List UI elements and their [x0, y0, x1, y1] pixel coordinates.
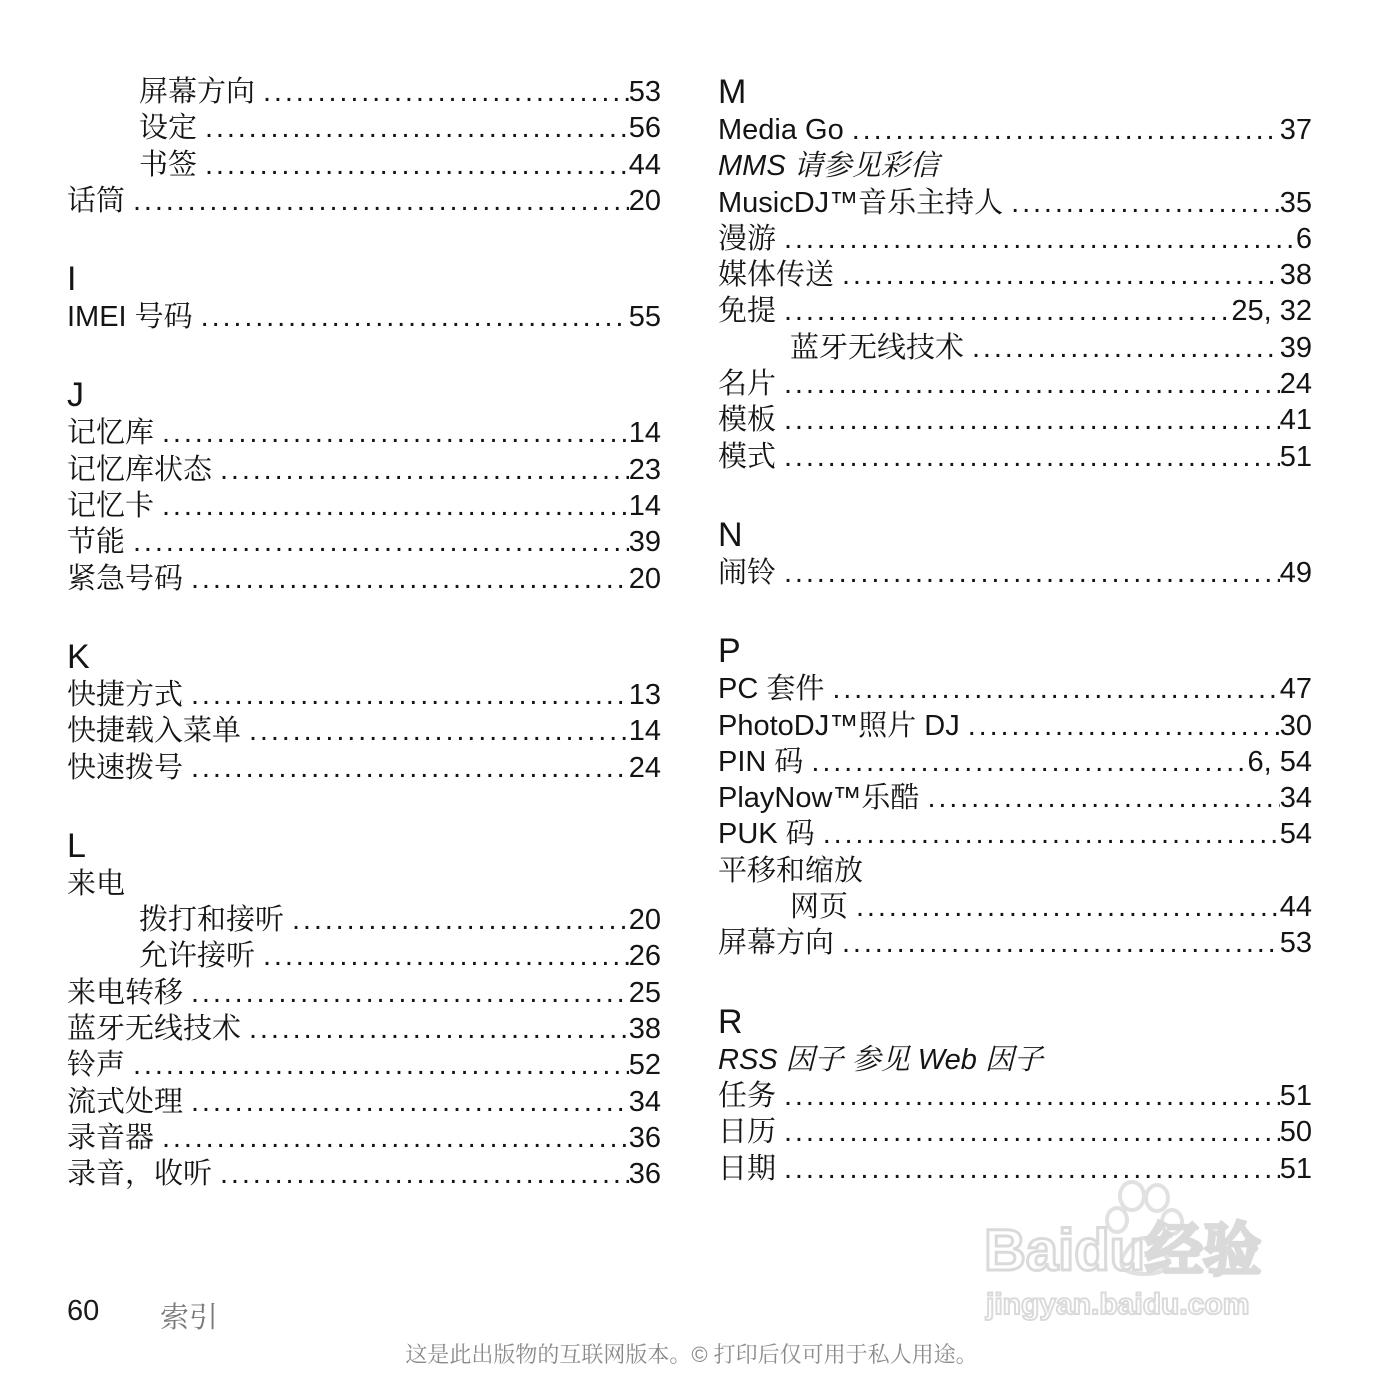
dot-leader	[249, 713, 629, 749]
section-letter-heading: L	[67, 826, 86, 865]
index-entry	[718, 671, 1312, 707]
entry-page-number: 37	[1279, 114, 1312, 146]
entry-label: PIN 码	[718, 745, 804, 778]
section-letter-heading: M	[718, 73, 747, 111]
entry-label: MusicDJ™音乐主持人	[718, 186, 1004, 219]
entry-page-number: 44	[1279, 891, 1312, 924]
index-entry	[67, 1011, 661, 1047]
entry-label: PC 套件	[718, 673, 825, 706]
page-number: 60	[67, 1295, 100, 1327]
index-subentry	[67, 147, 661, 183]
entry-page-number: 20	[628, 904, 661, 937]
index-entry	[67, 183, 661, 219]
dot-leader	[832, 671, 1279, 707]
entry-label: 名片	[718, 368, 777, 401]
index-entry	[718, 366, 1312, 402]
index-subentry	[718, 889, 1312, 925]
dot-leader	[205, 110, 629, 146]
entry-label: 来电	[67, 867, 126, 900]
index-entry	[67, 524, 661, 560]
entry-page-number: 52	[628, 1049, 661, 1082]
index-entry	[718, 221, 1312, 257]
index-entry	[718, 744, 1312, 780]
dot-leader	[191, 1084, 629, 1120]
index-entry	[67, 1084, 661, 1120]
dot-leader	[162, 488, 629, 524]
index-entry	[718, 1078, 1312, 1114]
entry-label: 书签	[139, 148, 198, 181]
section-letter-heading: I	[67, 260, 77, 299]
dot-leader	[133, 524, 629, 560]
dot-leader	[133, 183, 629, 219]
dot-leader	[784, 293, 1231, 329]
index-entry	[67, 750, 661, 786]
dot-leader	[972, 330, 1280, 366]
entry-page-number: 56	[628, 112, 661, 145]
index-section	[67, 72, 661, 219]
index-entry	[718, 925, 1312, 961]
index-section	[67, 375, 661, 596]
entry-label: PlayNow™乐酷	[718, 782, 920, 815]
entry-label: 蓝牙无线技术	[67, 1013, 242, 1046]
entry-label: MMS 请参见彩信	[718, 150, 939, 183]
entry-page-number: 53	[1279, 927, 1312, 960]
entry-page-number: 35	[1279, 186, 1312, 219]
dot-leader	[823, 816, 1280, 852]
dot-leader	[784, 439, 1280, 475]
dot-leader	[201, 299, 629, 335]
entry-label: 记忆库状态	[67, 453, 213, 486]
entry-label: 设定	[139, 112, 198, 145]
index-entry	[718, 439, 1312, 475]
entry-page-number: 47	[1279, 673, 1312, 706]
index-entry	[718, 257, 1312, 293]
entry-page-number: 36	[628, 1158, 661, 1191]
index-entry	[718, 112, 1312, 148]
index-entry	[67, 866, 661, 902]
dot-leader	[784, 221, 1296, 257]
dot-leader	[852, 112, 1280, 148]
entry-label: 紧急号码	[67, 562, 184, 595]
entry-label: 媒体传送	[718, 259, 835, 292]
index-section	[718, 515, 1312, 591]
dot-leader	[811, 744, 1247, 780]
section-letter-heading: J	[67, 376, 84, 415]
entry-page-number: 39	[1279, 331, 1312, 364]
dot-leader	[205, 147, 629, 183]
entry-page-number: 51	[1279, 440, 1312, 473]
entry-label: 模板	[718, 404, 777, 437]
index-subentry	[67, 110, 661, 146]
index-section	[718, 631, 1312, 961]
entry-page-number: 6, 54	[1247, 745, 1312, 778]
entry-label: 漫游	[718, 222, 777, 255]
dot-leader	[784, 1078, 1280, 1114]
entry-page-number: 38	[628, 1013, 661, 1046]
dot-leader	[968, 708, 1280, 744]
dot-leader	[263, 938, 629, 974]
index-section	[67, 826, 661, 1193]
entry-page-number: 14	[628, 490, 661, 523]
copyright-note: 这是此出版物的互联网版本。© 打印后仅可用于私人用途。	[405, 1342, 978, 1367]
entry-label: 话筒	[67, 184, 126, 217]
entry-page-number: 24	[1279, 368, 1312, 401]
entry-label: PUK 码	[718, 818, 815, 851]
index-entry	[718, 555, 1312, 591]
entry-label: 快速拨号	[67, 751, 184, 784]
dot-leader	[292, 902, 629, 938]
index-entry	[67, 677, 661, 713]
entry-label: 闹铃	[718, 556, 777, 589]
entry-label: 网页	[790, 891, 849, 924]
entry-page-number: 14	[628, 417, 661, 450]
index-entry	[718, 148, 1312, 184]
entry-page-number: 54	[1279, 818, 1312, 851]
index-section	[718, 1002, 1312, 1187]
entry-page-number: 25, 32	[1231, 295, 1312, 328]
section-name: 索引	[160, 1302, 219, 1334]
entry-page-number: 38	[1279, 259, 1312, 292]
entry-page-number: 23	[628, 453, 661, 486]
dot-leader	[784, 555, 1280, 591]
dot-leader	[856, 889, 1280, 925]
dot-leader	[784, 402, 1280, 438]
index-entry	[718, 816, 1312, 852]
dot-leader	[249, 1011, 629, 1047]
baidu-jingyan-watermark	[982, 1178, 1302, 1328]
entry-label: 允许接听	[139, 940, 256, 973]
entry-page-number: 55	[628, 301, 661, 334]
dot-leader	[220, 1156, 629, 1192]
index-entry	[67, 975, 661, 1011]
entry-label: 节能	[67, 526, 126, 559]
entry-label: 录音器	[67, 1121, 155, 1154]
index-entry	[67, 452, 661, 488]
entry-page-number: 41	[1279, 404, 1312, 437]
entry-label: 日历	[718, 1116, 777, 1149]
watermark-brand: Baidu经验	[984, 1218, 1262, 1283]
entry-page-number: 6	[1295, 222, 1312, 255]
index-section	[67, 259, 661, 335]
entry-page-number: 24	[628, 751, 661, 784]
entry-page-number: 30	[1279, 709, 1312, 742]
entry-label: 流式处理	[67, 1085, 184, 1118]
dot-leader	[1011, 185, 1280, 221]
index-entry	[718, 780, 1312, 816]
entry-label: 来电转移	[67, 976, 184, 1009]
dot-leader	[162, 415, 629, 451]
entry-label: PhotoDJ™照片 DJ	[718, 709, 960, 742]
entry-label: 屏幕方向	[139, 76, 256, 108]
dot-leader	[784, 366, 1280, 402]
entry-label: 屏幕方向	[718, 927, 835, 960]
index-entry	[718, 293, 1312, 329]
index-entry	[67, 1120, 661, 1156]
entry-page-number: 25	[628, 976, 661, 1009]
entry-label: 蓝牙无线技术	[790, 331, 965, 364]
index-subentry	[718, 330, 1312, 366]
entry-page-number: 13	[628, 678, 661, 711]
dot-leader	[191, 677, 629, 713]
dot-leader	[162, 1120, 629, 1156]
index-section	[718, 72, 1312, 475]
watermark-url: jingyan.baidu.com	[986, 1288, 1250, 1321]
index-entry	[67, 1047, 661, 1083]
section-letter-heading: P	[718, 632, 741, 671]
index-entry	[67, 561, 661, 597]
dot-leader	[220, 452, 629, 488]
entry-page-number: 51	[1279, 1079, 1312, 1112]
entry-label: 记忆库	[67, 417, 155, 450]
entry-label: IMEI 号码	[67, 301, 193, 334]
index-entry	[718, 1042, 1312, 1078]
index-section	[67, 637, 661, 786]
entry-page-number: 20	[628, 562, 661, 595]
index-subentry	[67, 902, 661, 938]
entry-page-number: 34	[1279, 782, 1312, 815]
entry-label: 录音，收听	[67, 1158, 213, 1191]
index-entry	[718, 402, 1312, 438]
dot-leader	[784, 1114, 1280, 1150]
dot-leader	[191, 975, 629, 1011]
dot-leader	[191, 561, 629, 597]
entry-label: 任务	[718, 1079, 777, 1112]
dot-leader	[842, 925, 1280, 961]
dot-leader	[842, 257, 1280, 293]
entry-page-number: 26	[628, 940, 661, 973]
entry-label: 快捷方式	[67, 678, 184, 711]
entry-label: 平移和缩放	[718, 854, 864, 887]
entry-label: 模式	[718, 440, 777, 473]
index-entry	[67, 1156, 661, 1192]
entry-page-number: 44	[628, 148, 661, 181]
index-entry	[718, 1114, 1312, 1150]
section-letter-heading: R	[718, 1002, 743, 1041]
entry-label: 记忆卡	[67, 490, 155, 523]
index-entry	[67, 713, 661, 749]
dot-leader	[927, 780, 1279, 816]
dot-leader	[191, 750, 629, 786]
entry-label: 铃声	[67, 1049, 126, 1082]
entry-page-number: 53	[628, 76, 661, 108]
entry-label: 免提	[718, 295, 777, 328]
entry-page-number: 14	[628, 715, 661, 748]
index-entry	[67, 488, 661, 524]
entry-label: Media Go	[718, 114, 844, 146]
index-entry	[67, 415, 661, 451]
index-subentry	[67, 938, 661, 974]
index-subentry	[67, 74, 661, 110]
entry-page-number: 49	[1279, 556, 1312, 589]
entry-label: 日期	[718, 1152, 777, 1185]
entry-page-number: 20	[628, 184, 661, 217]
index-column-right	[718, 72, 1312, 1227]
section-letter-heading: N	[718, 515, 743, 554]
dot-leader	[263, 74, 629, 110]
index-entry	[67, 299, 661, 335]
section-letter-heading: K	[67, 637, 90, 676]
entry-page-number: 34	[628, 1085, 661, 1118]
baidu-paw-logo	[982, 1178, 1302, 1328]
entry-label: 快捷载入菜单	[67, 715, 242, 748]
entry-page-number: 39	[628, 526, 661, 559]
index-entry	[718, 853, 1312, 889]
entry-label: RSS 因子 参见 Web 因子	[718, 1043, 1043, 1076]
index-column-left	[67, 72, 661, 1233]
dot-leader	[133, 1047, 629, 1083]
entry-page-number: 50	[1279, 1116, 1312, 1149]
index-entry	[718, 185, 1312, 221]
entry-page-number: 51	[1279, 1152, 1312, 1185]
entry-page-number: 36	[628, 1121, 661, 1154]
entry-label: 拨打和接听	[139, 904, 285, 937]
index-entry	[718, 708, 1312, 744]
